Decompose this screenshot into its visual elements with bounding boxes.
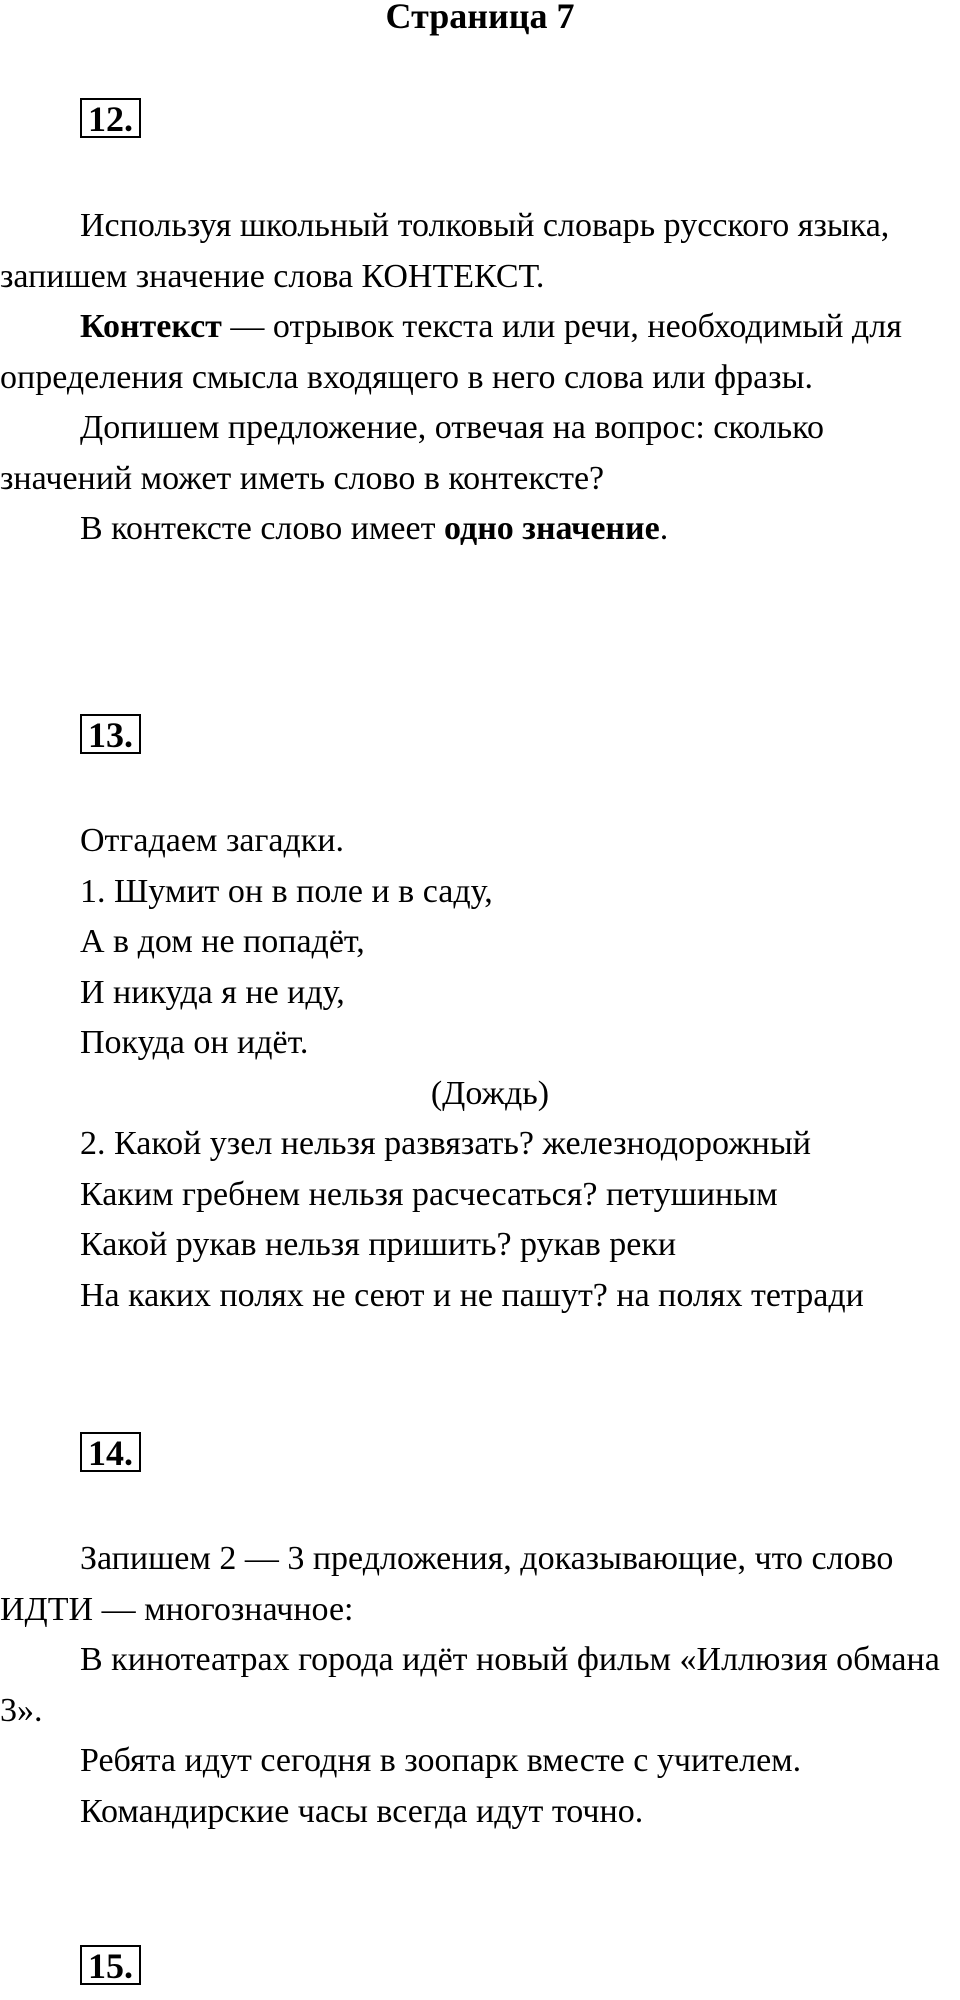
- riddle-2-line: 2. Какой узел нельзя развязать? железнодорожный: [80, 1125, 811, 1162]
- task-12-body: [0, 201, 960, 555]
- task-number-12-value: 12: [88, 99, 124, 139]
- task-14-sentence: Командирские часы всегда идут точно.: [80, 1792, 644, 1830]
- task-14-body: [0, 1534, 960, 1837]
- task-number-15-dot: .: [124, 1946, 133, 1986]
- task-number-13: [80, 714, 141, 754]
- task-number-14: [80, 1432, 141, 1472]
- task-12-question: Допишем предложение, отвечая на вопрос: сколько значений может иметь слово в контексте?: [0, 409, 824, 497]
- task-number-15: [80, 1945, 141, 1985]
- page-title: Страница 7: [385, 0, 575, 36]
- task-number-12: [80, 98, 141, 138]
- riddle-2-line: Какой рукав нельзя пришить? рукав реки: [80, 1226, 677, 1263]
- task-12-definition: [0, 302, 960, 403]
- task-12-definition-text: — отрывок текста или речи, необходимый для определения смысла входящего в него слова или фразы.: [0, 308, 902, 396]
- task-number-13-dot: .: [124, 715, 133, 755]
- task-12-answer-bold: одно значение: [443, 510, 660, 547]
- riddle-1-line: И никуда я не иду,: [80, 973, 345, 1011]
- task-number-13-value: 13: [88, 715, 124, 755]
- riddle-2-line: Каким гребнем нельзя расчесаться? петушиным: [80, 1175, 778, 1213]
- task-13-intro: Отгадаем загадки.: [80, 822, 345, 859]
- task-14-intro: Запишем 2 — 3 предложения, доказывающие, что слово ИДТИ — многозначное:: [0, 1540, 894, 1628]
- task-12-answer-prefix: В контексте слово имеет: [80, 510, 444, 547]
- riddle-1-line: А в дом не попадёт,: [80, 923, 365, 960]
- task-12-term: Контекст: [80, 308, 222, 345]
- task-14-sentence: В кинотеатрах города идёт новый фильм «Иллюзия обмана 3».: [0, 1641, 940, 1729]
- task-number-14-value: 14: [88, 1433, 124, 1473]
- task-number-12-dot: .: [124, 99, 133, 139]
- task-12-answer-suffix: .: [659, 510, 669, 547]
- task-number-15-value: 15: [88, 1946, 124, 1986]
- task-12-answer: [0, 504, 960, 555]
- riddle-1-line: Покуда он идёт.: [80, 1024, 309, 1061]
- riddle-2-line: На каких полях не сеют и не пашут? на полях тетради: [80, 1276, 864, 1314]
- task-13-body: [0, 816, 960, 1321]
- task-14-sentence: Ребята идут сегодня в зоопарк вместе с учителем.: [80, 1742, 802, 1779]
- riddle-1-answer: (Дождь): [430, 1074, 550, 1112]
- task-12-intro: Используя школьный толковый словарь русского языка, запишем значение слова КОНТЕКСТ.: [0, 207, 890, 295]
- riddle-1-line: 1. Шумит он в поле и в саду,: [80, 872, 493, 910]
- task-number-14-dot: .: [124, 1433, 133, 1473]
